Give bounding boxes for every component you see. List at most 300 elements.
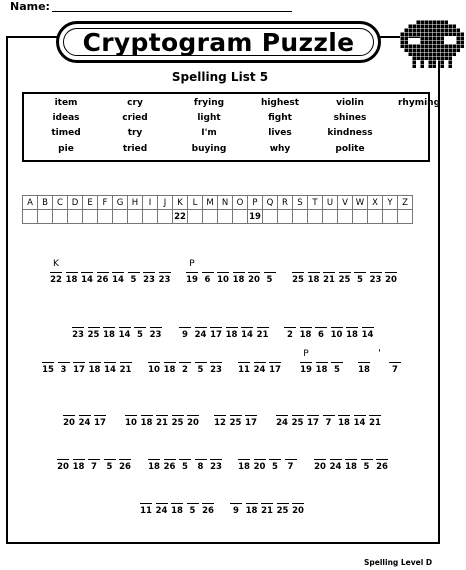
answer-blank[interactable] — [385, 272, 397, 273]
word-list-item: shines — [333, 113, 367, 123]
answer-blank[interactable] — [156, 415, 168, 416]
key-number-cell[interactable] — [203, 210, 218, 224]
answer-blank[interactable] — [187, 415, 199, 416]
key-letter-cell: J — [158, 196, 173, 210]
key-number-cell[interactable] — [128, 210, 143, 224]
cipher-number: 14 — [241, 330, 253, 340]
answer-blank[interactable] — [277, 503, 289, 504]
answer-blank[interactable] — [370, 272, 382, 273]
cipher-number: 17 — [210, 330, 222, 340]
given-letter: P — [189, 259, 195, 269]
cipher-number: 10 — [330, 330, 343, 340]
key-number-cell[interactable] — [218, 210, 233, 224]
cipher-number: 6 — [318, 330, 324, 340]
word-list-item: tried — [122, 144, 148, 154]
answer-blank[interactable] — [264, 272, 276, 273]
cipher-number: 5 — [106, 462, 113, 472]
word-list-box — [22, 92, 441, 162]
answer-blank[interactable] — [81, 272, 93, 273]
cipher-number: 18 — [358, 365, 370, 375]
cipher-number: 21 — [261, 506, 273, 516]
cipher-number: 20 — [253, 462, 266, 472]
key-letter-cell: A — [23, 196, 38, 210]
cipher-number: 5 — [130, 275, 137, 285]
cipher-number: 17 — [94, 418, 106, 428]
answer-blank[interactable] — [119, 459, 131, 460]
cipher-number: 21 — [256, 330, 269, 340]
answer-blank[interactable] — [314, 459, 326, 460]
cipher-letter-slot[interactable] — [360, 314, 376, 344]
key-letter-cell: G — [113, 196, 128, 210]
cipher-number: 11 — [140, 506, 152, 516]
answer-blank[interactable] — [63, 415, 75, 416]
answer-blank[interactable] — [245, 415, 257, 416]
cipher-letter-slot[interactable] — [262, 259, 278, 289]
title-banner — [56, 21, 381, 63]
cipher-number: 11 — [238, 365, 250, 375]
answer-blank[interactable] — [148, 362, 160, 363]
key-letter-cell: E — [83, 196, 98, 210]
cipher-number: 5 — [272, 462, 278, 472]
cipher-number: 25 — [338, 275, 351, 285]
word-list-item: cried — [122, 113, 148, 123]
key-number-cell[interactable] — [83, 210, 98, 224]
answer-blank[interactable] — [210, 362, 222, 363]
cipher-number: 12 — [214, 418, 226, 428]
key-number-cell[interactable] — [188, 210, 203, 224]
word-list-item: rhyming — [397, 98, 441, 108]
cipher-number: 18 — [225, 330, 238, 340]
key-number-cell[interactable] — [278, 210, 293, 224]
answer-blank[interactable] — [57, 459, 69, 460]
answer-blank[interactable] — [338, 415, 350, 416]
key-letter-cell: C — [53, 196, 68, 210]
answer-blank[interactable] — [112, 272, 124, 273]
cipher-letter-slot[interactable] — [157, 259, 173, 289]
cipher-number: 20 — [314, 462, 326, 472]
answer-blank[interactable] — [292, 272, 304, 273]
cipher-number: 18 — [148, 462, 160, 472]
cipher-number: 5 — [182, 462, 188, 472]
cipher-number: 18 — [307, 275, 320, 285]
cipher-letter-slot[interactable] — [200, 490, 216, 520]
answer-blank[interactable] — [230, 503, 242, 504]
footer-label: Spelling Level D — [364, 558, 433, 567]
word-list-item: pie — [58, 144, 74, 154]
cipher-number: 20 — [187, 418, 199, 428]
cipher-number: 8 — [197, 462, 204, 472]
word-list-item: kindness — [327, 128, 373, 138]
cipher-number: 2 — [287, 330, 293, 340]
answer-blank[interactable] — [119, 327, 131, 328]
cipher-number: 24 — [155, 506, 168, 516]
key-number-cell[interactable]: 22 — [174, 211, 186, 222]
key-number-cell[interactable] — [383, 210, 398, 224]
cipher-letter-slot[interactable] — [208, 349, 224, 379]
cipher-number: 7 — [325, 418, 332, 428]
cipher-number: 26 — [119, 462, 131, 472]
answer-blank[interactable] — [179, 362, 191, 363]
cipher-number: 5 — [357, 275, 363, 285]
key-letter-cell: L — [188, 196, 203, 210]
cipher-number: 25 — [291, 418, 304, 428]
key-number-cell[interactable] — [263, 210, 278, 224]
cipher-letter-slot[interactable] — [383, 259, 399, 289]
cipher-number: 10 — [148, 365, 160, 375]
key-number-cell[interactable] — [233, 210, 248, 224]
cipher-letter-slot[interactable] — [118, 349, 134, 379]
answer-blank[interactable] — [257, 327, 269, 328]
answer-blank[interactable] — [179, 327, 191, 328]
key-letter-cell: I — [143, 196, 158, 210]
cipher-number: 23 — [210, 462, 222, 472]
cipher-number: 5 — [266, 275, 273, 285]
key-letter-cell: P — [248, 196, 263, 210]
answer-blank[interactable] — [292, 415, 304, 416]
answer-blank[interactable] — [179, 459, 191, 460]
key-letter-cell: O — [233, 196, 248, 210]
answer-blank[interactable] — [128, 272, 140, 273]
cipher-letter-slot[interactable] — [356, 349, 372, 379]
cipher-number: 20 — [292, 506, 304, 516]
key-number-cell[interactable] — [143, 210, 158, 224]
key-number-cell[interactable] — [38, 210, 53, 224]
key-letter-cell: R — [278, 196, 293, 210]
answer-blank[interactable] — [210, 327, 222, 328]
key-letter-cell: W — [353, 196, 368, 210]
answer-blank[interactable] — [187, 503, 199, 504]
cipher-number: 5 — [197, 365, 204, 375]
answer-blank[interactable] — [316, 362, 328, 363]
key-number-cell[interactable]: 19 — [249, 211, 261, 222]
cipher-number: 7 — [287, 462, 294, 472]
answer-blank[interactable] — [269, 362, 281, 363]
answer-blank[interactable] — [330, 459, 342, 460]
word-list-item: fight — [268, 113, 292, 123]
cipher-number: 6 — [204, 275, 211, 285]
given-letter: ' — [378, 348, 381, 359]
key-letter-cell: D — [68, 196, 83, 210]
answer-blank[interactable] — [331, 362, 343, 363]
page-title: Cryptogram Puzzle — [63, 28, 374, 56]
answer-blank[interactable] — [66, 272, 78, 273]
answer-blank[interactable] — [346, 327, 358, 328]
cipher-number: 18 — [171, 506, 183, 516]
cipher-number: 18 — [245, 506, 258, 516]
cipher-number: 26 — [96, 275, 109, 285]
answer-blank[interactable] — [143, 272, 155, 273]
answer-blank[interactable] — [125, 415, 137, 416]
cipher-key-table — [22, 195, 413, 224]
word-list-item: light — [197, 113, 221, 123]
answer-blank[interactable] — [376, 459, 388, 460]
answer-blank[interactable] — [339, 272, 351, 273]
word-list-item: why — [269, 144, 291, 154]
cipher-number: 18 — [238, 462, 250, 472]
cipher-number: 20 — [385, 275, 397, 285]
answer-blank[interactable] — [389, 362, 401, 363]
cipher-number: 18 — [72, 462, 85, 472]
answer-blank[interactable] — [246, 503, 258, 504]
cipher-letter-slot[interactable] — [283, 446, 299, 476]
answer-blank[interactable] — [238, 362, 250, 363]
answer-blank[interactable] — [104, 459, 116, 460]
cipher-number: 2 — [182, 365, 188, 375]
answer-blank[interactable] — [103, 327, 115, 328]
cipher-letter-slot[interactable] — [148, 314, 164, 344]
cipher-number: 19 — [300, 365, 312, 375]
answer-blank[interactable] — [202, 503, 214, 504]
cipher-letter-slot[interactable] — [185, 402, 201, 432]
answer-blank[interactable] — [323, 272, 335, 273]
cipher-letter-slot[interactable] — [290, 490, 306, 520]
cipher-number: 18 — [88, 365, 101, 375]
key-number-cell[interactable] — [53, 210, 68, 224]
cipher-number: 14 — [353, 418, 366, 428]
key-letter-cell: V — [338, 196, 353, 210]
cipher-number: 5 — [189, 506, 196, 516]
cipher-number: 18 — [345, 462, 357, 472]
word-list-item: try — [127, 128, 143, 138]
answer-blank[interactable] — [79, 415, 91, 416]
word-list-item: violin — [336, 98, 364, 108]
answer-blank[interactable] — [323, 415, 335, 416]
cipher-number: 25 — [171, 418, 184, 428]
answer-blank[interactable] — [140, 503, 152, 504]
answer-blank[interactable] — [210, 459, 222, 460]
cipher-number: 14 — [81, 275, 93, 285]
answer-blank[interactable] — [315, 327, 327, 328]
cipher-number: 18 — [346, 330, 358, 340]
answer-blank[interactable] — [186, 272, 198, 273]
cipher-number: 20 — [57, 462, 69, 472]
key-number-cell[interactable] — [368, 210, 383, 224]
answer-blank[interactable] — [361, 459, 373, 460]
cipher-number: 26 — [202, 506, 214, 516]
spelling-list-heading: Spelling List 5 — [171, 70, 269, 84]
given-letter: P — [303, 349, 309, 359]
answer-blank[interactable] — [159, 272, 171, 273]
cipher-number: 5 — [334, 365, 340, 375]
cipher-number: 25 — [87, 330, 100, 340]
key-letter-cell: H — [128, 196, 143, 210]
word-list-item: lives — [268, 128, 292, 138]
cipher-number: 10 — [217, 275, 229, 285]
cipher-number: 20 — [63, 418, 75, 428]
key-letter-cell: X — [368, 196, 383, 210]
cipher-number: 26 — [163, 462, 176, 472]
answer-blank[interactable] — [202, 272, 214, 273]
answer-blank[interactable] — [300, 362, 312, 363]
cipher-number: 23 — [158, 275, 171, 285]
cipher-number: 24 — [276, 418, 288, 428]
key-number-cell[interactable] — [308, 210, 323, 224]
answer-blank[interactable] — [89, 362, 101, 363]
cipher-letter-slot[interactable] — [243, 402, 259, 432]
answer-blank[interactable] — [269, 459, 281, 460]
cipher-number: 21 — [323, 275, 335, 285]
cipher-letter-slot[interactable] — [267, 349, 283, 379]
answer-blank[interactable] — [292, 503, 304, 504]
cipher-number: 3 — [60, 365, 67, 375]
answer-blank[interactable] — [104, 362, 116, 363]
answer-blank[interactable] — [134, 327, 146, 328]
cipher-number: 23 — [72, 330, 84, 340]
word-list-item: I'm — [201, 128, 217, 138]
answer-blank[interactable] — [345, 459, 357, 460]
key-letter-cell: U — [323, 196, 338, 210]
key-letter-cell: T — [308, 196, 323, 210]
answer-blank[interactable] — [42, 362, 54, 363]
answer-blank[interactable] — [195, 362, 207, 363]
cipher-number: 18 — [163, 365, 176, 375]
cipher-letter-slot[interactable] — [367, 402, 383, 432]
answer-blank[interactable] — [88, 327, 100, 328]
answer-blank[interactable] — [233, 272, 245, 273]
key-number-cell[interactable] — [98, 210, 113, 224]
word-list-item: highest — [260, 98, 300, 108]
word-list-item: polite — [335, 144, 365, 154]
answer-blank[interactable] — [241, 327, 253, 328]
name-label: Name: — [10, 0, 50, 13]
key-number-cell[interactable] — [353, 210, 368, 224]
answer-blank[interactable] — [214, 415, 226, 416]
cipher-letter-slot[interactable] — [329, 349, 345, 379]
cipher-number: 18 — [65, 275, 78, 285]
cipher-number: 15 — [42, 365, 54, 375]
answer-blank[interactable] — [238, 459, 250, 460]
answer-blank[interactable] — [72, 327, 84, 328]
key-letter-cell: K — [173, 196, 188, 210]
cipher-letter-slot[interactable] — [374, 446, 390, 476]
answer-blank[interactable] — [58, 362, 70, 363]
cipher-number: 26 — [376, 462, 388, 472]
cipher-letter-slot[interactable] — [255, 314, 271, 344]
given-letter: K — [53, 259, 59, 269]
cipher-number: 9 — [182, 330, 188, 340]
key-letter-cell: M — [203, 196, 218, 210]
cipher-number: 25 — [292, 275, 304, 285]
cipher-number: 18 — [103, 330, 115, 340]
cipher-letter-slot[interactable] — [92, 402, 108, 432]
key-number-cell[interactable] — [68, 210, 83, 224]
key-number-cell[interactable] — [158, 210, 173, 224]
word-list-item: buying — [191, 144, 227, 154]
key-letter-cell: S — [293, 196, 308, 210]
answer-blank[interactable] — [230, 415, 242, 416]
cipher-number: 23 — [143, 275, 155, 285]
key-number-cell[interactable] — [113, 210, 128, 224]
answer-blank[interactable] — [88, 459, 100, 460]
answer-blank[interactable] — [362, 327, 374, 328]
cipher-number: 18 — [315, 365, 328, 375]
cipher-number: 17 — [269, 365, 281, 375]
answer-blank[interactable] — [248, 272, 260, 273]
cipher-number: 18 — [338, 418, 350, 428]
answer-blank[interactable] — [156, 503, 168, 504]
answer-blank[interactable] — [276, 415, 288, 416]
answer-blank[interactable] — [254, 362, 266, 363]
cipher-number: 24 — [194, 330, 207, 340]
key-number-cell[interactable] — [338, 210, 353, 224]
key-number-cell[interactable] — [23, 210, 38, 224]
answer-blank[interactable] — [97, 272, 109, 273]
answer-blank[interactable] — [150, 327, 162, 328]
cipher-number: 23 — [149, 330, 162, 340]
word-list-item: frying — [193, 98, 225, 108]
answer-blank[interactable] — [141, 415, 153, 416]
answer-blank[interactable] — [73, 459, 85, 460]
cipher-number: 17 — [307, 418, 319, 428]
cipher-number: 5 — [363, 462, 370, 472]
answer-blank[interactable] — [354, 272, 366, 273]
answer-blank[interactable] — [261, 503, 273, 504]
answer-blank[interactable] — [164, 362, 176, 363]
cipher-letter-slot[interactable] — [208, 446, 224, 476]
cipher-number: 14 — [361, 330, 374, 340]
key-number-cell[interactable] — [398, 210, 413, 224]
key-letter-cell: F — [98, 196, 113, 210]
key-letter-cell: N — [218, 196, 233, 210]
answer-blank[interactable] — [358, 362, 370, 363]
answer-blank[interactable] — [148, 459, 160, 460]
word-list-item: item — [54, 98, 78, 108]
answer-blank[interactable] — [369, 415, 381, 416]
cipher-letter-slot[interactable] — [117, 446, 133, 476]
answer-blank[interactable] — [217, 272, 229, 273]
key-number-cell[interactable] — [323, 210, 338, 224]
cipher-letter-slot[interactable] — [387, 349, 403, 379]
answer-blank[interactable] — [195, 327, 207, 328]
answer-blank[interactable] — [308, 272, 320, 273]
cipher-number: 7 — [392, 365, 398, 375]
answer-blank[interactable] — [172, 415, 184, 416]
cipher-number: 25 — [276, 506, 289, 516]
answer-blank[interactable] — [164, 459, 176, 460]
answer-blank[interactable] — [226, 327, 238, 328]
cipher-number: 24 — [253, 365, 266, 375]
answer-blank[interactable] — [195, 459, 207, 460]
cipher-number: 14 — [104, 365, 116, 375]
cipher-number: 21 — [369, 418, 381, 428]
answer-blank[interactable] — [285, 459, 297, 460]
cipher-number: 17 — [245, 418, 257, 428]
cipher-number: 14 — [112, 275, 124, 285]
answer-blank[interactable] — [120, 362, 132, 363]
cipher-number: 18 — [140, 418, 153, 428]
answer-blank[interactable] — [300, 327, 312, 328]
name-line[interactable] — [52, 11, 292, 12]
answer-blank[interactable] — [354, 415, 366, 416]
key-number-cell[interactable] — [293, 210, 308, 224]
cipher-number: 23 — [210, 365, 222, 375]
answer-blank[interactable] — [73, 362, 85, 363]
answer-blank[interactable] — [331, 327, 343, 328]
cipher-number: 18 — [232, 275, 245, 285]
cipher-number: 17 — [73, 365, 85, 375]
answer-blank[interactable] — [284, 327, 296, 328]
answer-blank[interactable] — [171, 503, 183, 504]
answer-blank[interactable] — [50, 272, 62, 273]
key-letter-cell: Q — [263, 196, 278, 210]
cipher-number: 9 — [233, 506, 239, 516]
answer-blank[interactable] — [254, 459, 266, 460]
answer-blank[interactable] — [307, 415, 319, 416]
answer-blank[interactable] — [94, 415, 106, 416]
cipher-number: 22 — [50, 275, 62, 285]
cipher-number: 21 — [119, 365, 132, 375]
cipher-number: 23 — [369, 275, 382, 285]
